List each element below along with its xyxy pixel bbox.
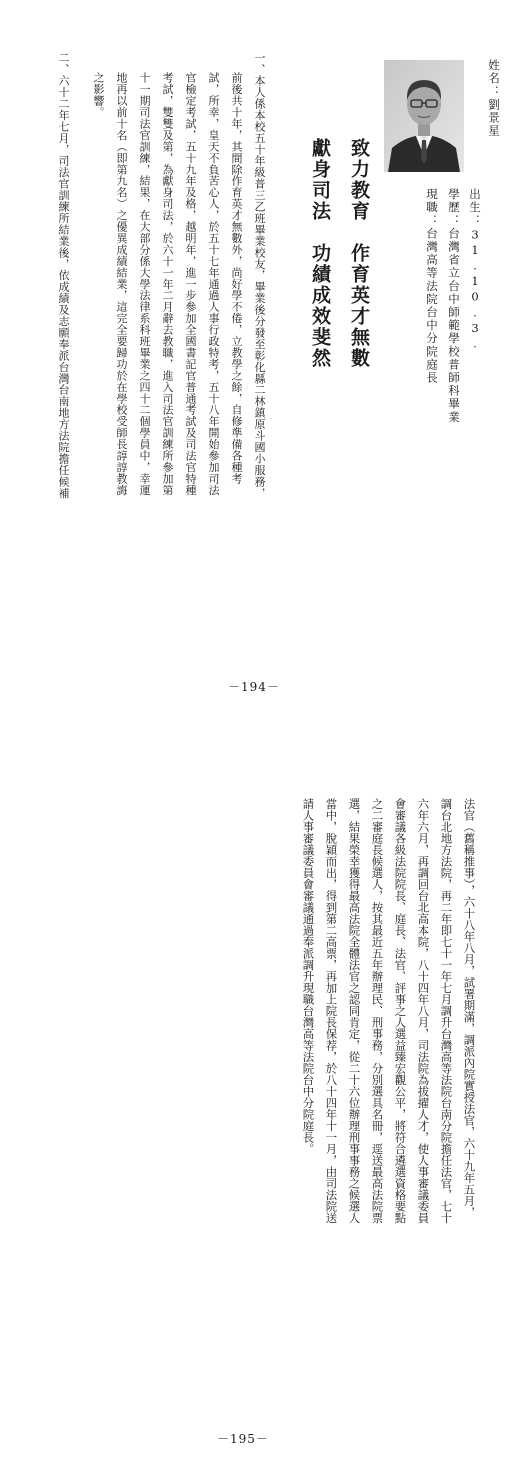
- profile-education: 學歷：台灣省立台中師範學校普師科畢業: [447, 188, 461, 424]
- section1-line-4: 官檢定考試，五十九年及格，越明年，進一步參加全國書記官普通考試及司法官特種: [184, 72, 197, 496]
- title-line-1: 致力教育 作育英才無數: [348, 138, 370, 369]
- section1-line-2: 前後共十年，其間除作育英才無數外，尚好學不倦，立教學之餘，自修準備各種考: [230, 72, 243, 485]
- page195-line-2: 調台北地方法院，再二年即七十一年七月調升台灣高等法院台南分院擔任法官，七十: [439, 798, 454, 1224]
- page195-line-3: 六年六月，再調回台北高本院，八十四年八月，司法院為拔擢人才，使人事審議委員: [416, 798, 431, 1224]
- portrait-photo: [384, 60, 464, 172]
- section1-line-5: 考試，雙雙及第，為獻身司法，於六十一年二月辭去教職，進入司法官訓練所參加第: [161, 72, 174, 496]
- profile-position: 現職：台灣高等法院台中分院庭長: [425, 188, 439, 385]
- profile-name: 姓名：劉景星: [487, 59, 501, 138]
- page195-line-1: 法官（舊稱推事），六十八年八月，試署期滿，調派內院實授法官，六十九年五月，: [462, 798, 477, 1218]
- section2-line-1: 二、六十二年七月，司法官訓練所結業後，依成績及志願奉派台灣台南地方法院擔任候補: [57, 52, 70, 499]
- page-number-194: －194－: [228, 680, 280, 694]
- title-line-2: 獻身司法 功績成效斐然: [309, 138, 331, 369]
- section1-line-1: 一、本人係本校五十年級普三乙班畢業校友，畢業後分發至彰化縣二林鎮原斗國小服務，: [253, 52, 266, 499]
- profile-birth: 出生：31.10.3.: [468, 188, 482, 353]
- section1-line-8: 之影響。: [92, 72, 105, 118]
- page195-line-8: 請人事審議委員會審議通過奉派調升現職台灣高等法院台中分院庭長。: [301, 798, 316, 1155]
- page195-line-5: 之二審庭長候選人，按其最近五年辦理民、刑事務，分別選具名冊，逕送最高法院票: [370, 798, 385, 1224]
- page195-line-7: 當中，脫穎而出，得到第二高票，再加上院長保荐，於八十四年十一月，由司法院送: [324, 798, 339, 1224]
- page195-line-6: 選，結果榮幸獲得最高法院全體法官之認同肯定，從二十六位辦理刑事事務之候選人: [347, 798, 362, 1224]
- section1-line-3: 試，所幸，皇天不負苦心人，於五十七年通過人事行政特考，五十八年開始參加司法: [207, 72, 220, 496]
- section1-line-7: 地再以前十名（即第九名）之優異成績結業，這完全要歸功於在學校受師長諄諄教誨: [115, 72, 128, 496]
- page-number-195: －195－: [217, 1432, 269, 1446]
- section1-line-6: 十一期司法官訓練，結果，在大部分係大學法律系科班畢業之四十二個學員中，幸運: [138, 72, 151, 496]
- page195-line-4: 會審議各級法院院長、庭長、法官、評事之人選益臻宏觀公平，將符合遴選資格要點: [393, 798, 408, 1224]
